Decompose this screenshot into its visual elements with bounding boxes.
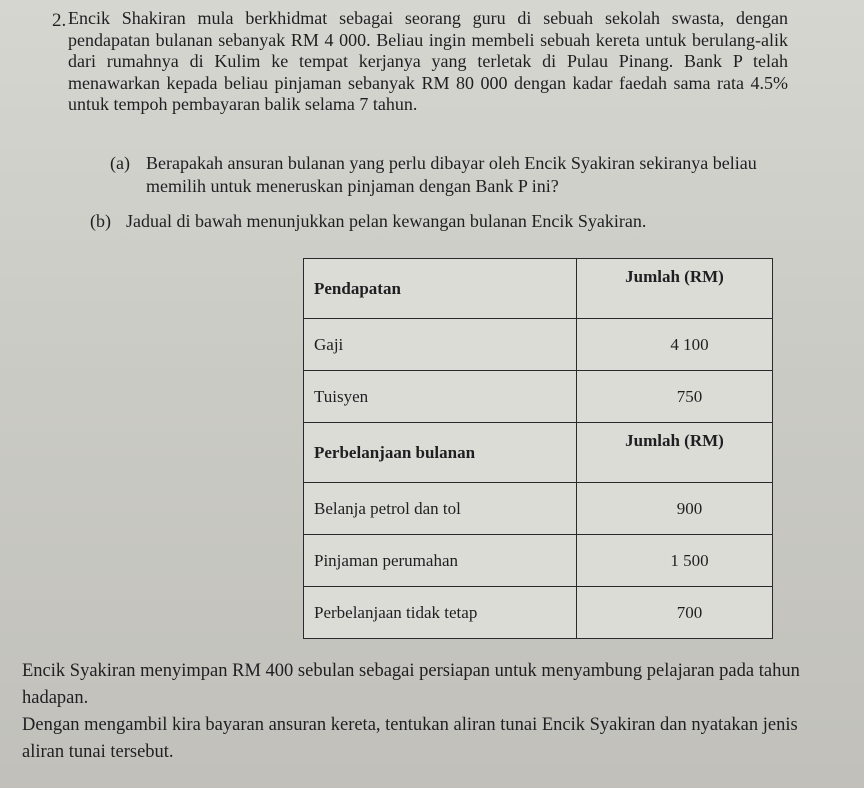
closing-text [22,658,832,766]
expense-amount-header: Jumlah (RM) [577,423,773,483]
question-intro: Encik Shakiran mula berkhidmat sebagai seorang guru di sebuah sekolah swasta, dengan pendapatan bulanan sebanyak RM 4 000. Beliau ingin membeli sebuah kereta untuk berulang-alik dari rumahnya di Kulim ke tempat kerjanya yang terletak di Pulau Pinang. Bank P telah menawarkan kepada beliau pinjaman sebanyak RM 80 000 dengan kadar faedah sama rata 4.5% untuk tempoh pembayaran balik selama 7 tahun. [68,8,788,114]
expense-amount: 700 [577,587,773,639]
task-paragraph: Dengan mengambil kira bayaran ansuran kereta, tentukan aliran tunai Encik Syakiran dan nyatakan jenis aliran tunai tersebut. [22,715,798,762]
savings-paragraph: Encik Syakiran menyimpan RM 400 sebulan sebagai persiapan untuk menyambung pelajaran pada tahun hadapan. [22,661,800,708]
part-a [110,152,790,198]
table-row [304,319,773,371]
question-number: 2. [52,10,67,31]
table-row [304,483,773,535]
part-b [90,210,790,233]
expense-amount: 1 500 [577,535,773,587]
income-amount: 4 100 [577,319,773,371]
part-b-label: (b) [90,211,111,231]
income-amount-header: Jumlah (RM) [577,259,773,319]
part-b-text: Jadual di bawah menunjukkan pelan kewangan bulanan Encik Syakiran. [126,211,647,231]
income-header: Pendapatan [304,259,577,319]
expense-header: Perbelanjaan bulanan [304,423,577,483]
part-a-label: (a) [110,153,130,173]
expense-amount: 900 [577,483,773,535]
income-header-row [304,259,773,319]
part-a-text: Berapakah ansuran bulanan yang perlu dibayar oleh Encik Syakiran sekiranya beliau memilih untuk meneruskan pinjaman dengan Bank P ini? [146,153,757,196]
expense-item: Perbelanjaan tidak tetap [304,587,577,639]
table-row [304,371,773,423]
expense-item: Pinjaman perumahan [304,535,577,587]
financial-plan-table [303,258,773,639]
income-item: Tuisyen [304,371,577,423]
table-row [304,535,773,587]
table-row [304,587,773,639]
income-amount: 750 [577,371,773,423]
expense-header-row [304,423,773,483]
income-item: Gaji [304,319,577,371]
expense-item: Belanja petrol dan tol [304,483,577,535]
